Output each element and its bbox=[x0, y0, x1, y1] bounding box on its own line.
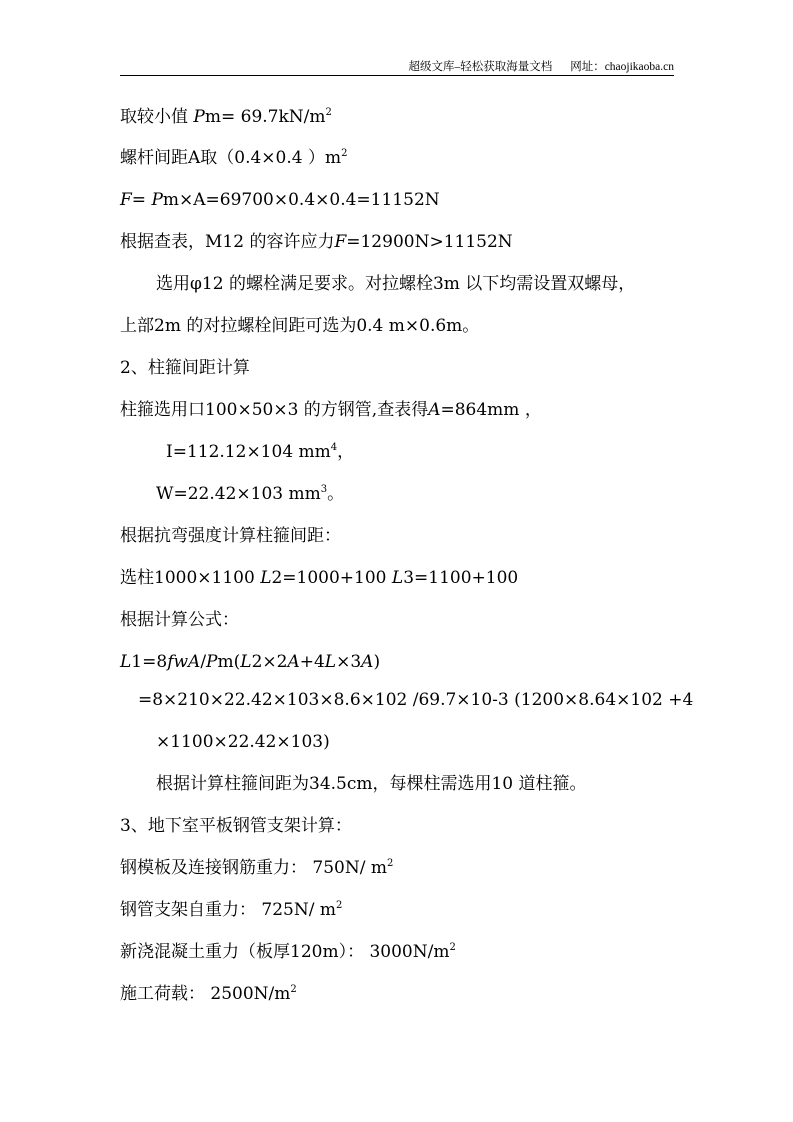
text-line-11: 根据抗弯强度计算柱箍间距： bbox=[120, 526, 341, 546]
text-run: m= 69.7kN/m bbox=[204, 107, 326, 127]
text-line-1 bbox=[120, 106, 332, 128]
text-run: = bbox=[131, 190, 152, 210]
text-run: 柱箍选用口100×50×3 的方钢管,查表得 bbox=[120, 400, 429, 420]
text-run: m( bbox=[217, 652, 241, 672]
text-run: I=112.12×104 mm bbox=[166, 442, 331, 462]
text-line-8 bbox=[120, 399, 542, 421]
text-run: 2=1000+100 bbox=[271, 568, 392, 588]
text-run: 。 bbox=[327, 484, 345, 504]
text-line-5: 选用φ12 的螺栓满足要求。对拉螺栓3m 以下均需设置双螺母， bbox=[156, 274, 636, 294]
superscript: 2 bbox=[335, 900, 343, 911]
text-line-9 bbox=[166, 441, 354, 463]
var-run: P bbox=[151, 190, 163, 210]
text-run: =864mm ， bbox=[440, 400, 542, 420]
var-run: L bbox=[240, 652, 252, 672]
superscript: 2 bbox=[290, 984, 297, 995]
text-run: 螺杆间距A取（0.4×0.4 ）m bbox=[120, 148, 342, 168]
superscript: 3 bbox=[320, 484, 328, 495]
text-line-4 bbox=[120, 231, 513, 253]
var-run: L bbox=[120, 652, 132, 672]
text-line-17: 根据计算柱箍间距为34.5cm，每棵柱需选用10 道柱箍。 bbox=[156, 774, 587, 794]
text-run: / bbox=[200, 652, 207, 672]
text-run: 钢模板及连接钢筋重力： 750N/ m bbox=[120, 858, 387, 878]
text-line-2 bbox=[120, 147, 348, 169]
text-run: =12900N>11152N bbox=[346, 232, 513, 252]
var-run: A bbox=[361, 652, 374, 672]
text-run: m×A=69700×0.4×0.4=11152N bbox=[162, 190, 440, 210]
formula-continuation-1: =8×210×22.42×103×8.6×102 /69.7×10-3 (1200×8.64×102 +4 bbox=[138, 690, 694, 710]
text-run: 根据查表，M12 的容许应力 bbox=[120, 232, 335, 252]
superscript: 2 bbox=[386, 858, 394, 869]
header-text bbox=[408, 58, 674, 74]
text-run: 施工荷载： 2500N/m bbox=[120, 984, 291, 1004]
formula-continuation-2: ×1100×22.42×103) bbox=[156, 732, 330, 752]
text-run: 钢管支架自重力： 725N/ m bbox=[120, 900, 336, 920]
text-run: ， bbox=[337, 442, 355, 462]
text-line-10 bbox=[156, 483, 344, 505]
section-heading-2: 2、柱箍间距计算 bbox=[120, 358, 250, 378]
var-run: P bbox=[193, 107, 205, 127]
text-run: W=22.42×103 mm bbox=[156, 484, 321, 504]
text-run: 3=1100+100 bbox=[403, 568, 519, 588]
var-run: A bbox=[428, 400, 441, 420]
text-run: 取较小值 bbox=[120, 107, 194, 127]
text-run: 新浇混凝土重力（板厚120m）： 3000N/m bbox=[120, 942, 450, 962]
text-line-19 bbox=[120, 857, 393, 879]
formula-line bbox=[120, 651, 380, 673]
text-run: ×3 bbox=[336, 652, 362, 672]
var-run: F bbox=[120, 190, 132, 210]
text-line-12 bbox=[120, 567, 518, 589]
header-site-name: 超级文库–轻松获取海量文档 bbox=[408, 61, 553, 73]
text-run: +4 bbox=[299, 652, 325, 672]
var-run: L bbox=[324, 652, 337, 672]
superscript: 2 bbox=[449, 942, 456, 953]
text-run: ) bbox=[373, 652, 381, 672]
text-line-6: 上部2m 的对拉螺栓间距可选为0.4 m×0.6m。 bbox=[120, 316, 480, 336]
text-line-20 bbox=[120, 899, 342, 921]
text-line-13: 根据计算公式： bbox=[120, 610, 239, 630]
var-run: A bbox=[287, 652, 300, 672]
text-run: 2×2 bbox=[251, 652, 288, 672]
var-run: P bbox=[206, 652, 218, 672]
text-line-22 bbox=[120, 983, 297, 1005]
var-run: F bbox=[334, 232, 347, 252]
var-run: fwA bbox=[167, 652, 201, 672]
text-run: 1=8 bbox=[131, 652, 168, 672]
header-url: 网址：chaojikaoba.cn bbox=[570, 61, 674, 73]
var-run: L bbox=[391, 568, 404, 588]
text-run: 选柱1000×1100 bbox=[120, 568, 261, 588]
superscript: 2 bbox=[341, 148, 348, 159]
var-run: L bbox=[260, 568, 272, 588]
superscript: 4 bbox=[330, 442, 338, 453]
text-line-21 bbox=[120, 941, 456, 963]
text-line-3 bbox=[120, 189, 440, 211]
page-header bbox=[120, 58, 674, 76]
superscript: 2 bbox=[325, 107, 332, 118]
section-heading-3: 3、地下室平板钢管支架计算： bbox=[120, 816, 352, 836]
